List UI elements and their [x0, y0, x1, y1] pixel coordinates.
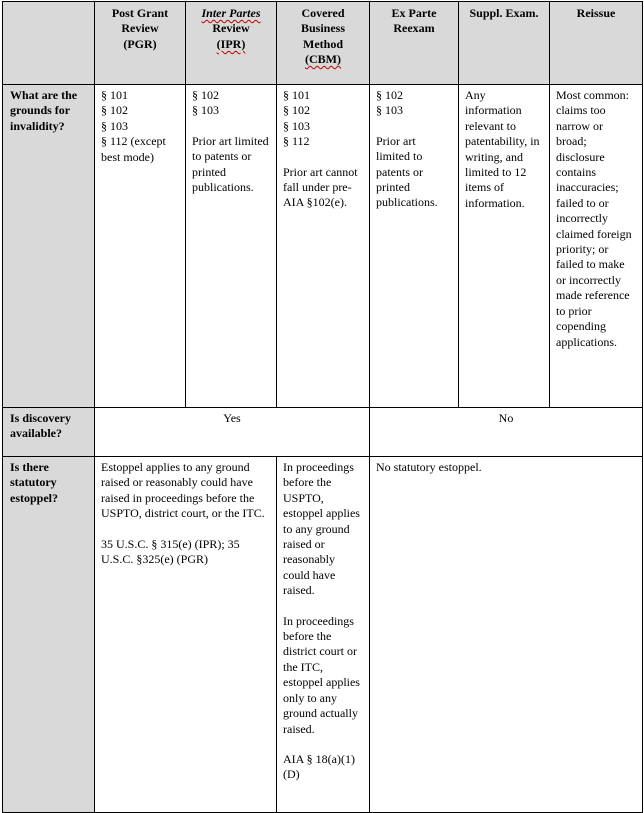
section-item: § 102 [283, 103, 310, 118]
section-item: § 101 [283, 88, 310, 102]
header-suppl-line: Suppl. Exam. [469, 6, 539, 20]
header-reissue-line: Reissue [576, 6, 616, 20]
header-reissue [550, 2, 643, 85]
prior-art-note: Prior art limited to patents or printed publications. [192, 133, 269, 195]
discovery-row [3, 408, 643, 457]
statute-citation: 35 U.S.C. § 315(e) (IPR); 35 U.S.C. §325(e) (PGR) [101, 536, 240, 567]
grounds-reissue-cell: Most common: claims too narrow or broad; disclosure contains inaccuracies; failed to or incorrectly claimed foreign priority; or failed to make or incorrectly made reference to prior copending applications. [550, 85, 643, 408]
estoppel-text: Estoppel applies to any ground raised or reasonably could have raised in proceedings before the USPTO, district court, or the ITC. [101, 460, 265, 521]
header-ipr-line: (IPR) [216, 36, 246, 51]
grounds-pgr-cell [95, 85, 186, 408]
grounds-suppl-cell: Any information relevant to patentability, in writing, and limited to 12 items of information. [459, 85, 550, 408]
section-item: § 112 [283, 134, 310, 149]
estoppel-row [3, 457, 643, 813]
estoppel-cbm-cell [277, 457, 370, 813]
section-item: § 103 [192, 103, 219, 118]
grounds-row-label: What are the grounds for invalidity? [3, 85, 95, 408]
header-pgr [95, 2, 186, 85]
estoppel-other-cell: No statutory estoppel. [370, 457, 643, 813]
header-row [3, 2, 643, 85]
section-item: § 103 [283, 118, 310, 133]
header-cbm-line: Method [303, 36, 343, 51]
estoppel-pgr-ipr-cell [95, 457, 277, 813]
header-ipr-line: Review [212, 21, 250, 36]
header-ipr [186, 2, 277, 85]
corner-cell [3, 2, 95, 85]
proceedings-comparison-table [2, 1, 643, 813]
discovery-other-cell: No [370, 408, 643, 457]
section-item: § 112 (except [101, 134, 166, 149]
grounds-row [3, 85, 643, 408]
prior-art-note: Prior art limited to patents or printed publications. [376, 133, 438, 210]
section-item: § 102 [376, 88, 403, 102]
estoppel-row-label: Is there statutory estoppel? [3, 457, 95, 813]
header-cbm-line: Business [300, 21, 346, 36]
discovery-trial-cell: Yes [95, 408, 370, 457]
grounds-exparte-cell [370, 85, 459, 408]
section-item: § 103 [101, 118, 128, 133]
header-pgr-line: (PGR) [123, 36, 157, 51]
statute-citation: AIA § 18(a)(1)(D) [283, 751, 355, 782]
header-exparte-line: Reexam [393, 21, 435, 36]
header-suppl [459, 2, 550, 85]
section-item: § 102 [101, 103, 128, 118]
section-item: § 102 [192, 88, 219, 102]
estoppel-text: In proceedings before the USPTO, estoppel applies to any ground raised or reasonably could have raised. [283, 460, 360, 598]
header-cbm-line: (CBM) [305, 52, 341, 67]
grounds-ipr-cell [186, 85, 277, 408]
section-item: best mode) [101, 149, 154, 164]
header-pgr-line: Post Grant [111, 6, 169, 20]
prior-art-note: Prior art cannot fall under pre-AIA §102(e). [283, 164, 358, 210]
discovery-row-label: Is discovery available? [3, 408, 95, 457]
header-cbm-line: Covered [301, 6, 345, 20]
grounds-cbm-cell [277, 85, 370, 408]
header-pgr-line: Review [121, 21, 159, 36]
header-ipr-line: Inter Partes [201, 6, 261, 20]
header-exparte [370, 2, 459, 85]
header-exparte-line: Ex Parte [391, 6, 437, 20]
header-cbm [277, 2, 370, 85]
estoppel-text: In proceedings before the district court or the ITC, estoppel applies only to any ground actually raised. [283, 613, 360, 736]
section-item: § 103 [376, 103, 403, 118]
section-item: § 101 [101, 88, 128, 102]
